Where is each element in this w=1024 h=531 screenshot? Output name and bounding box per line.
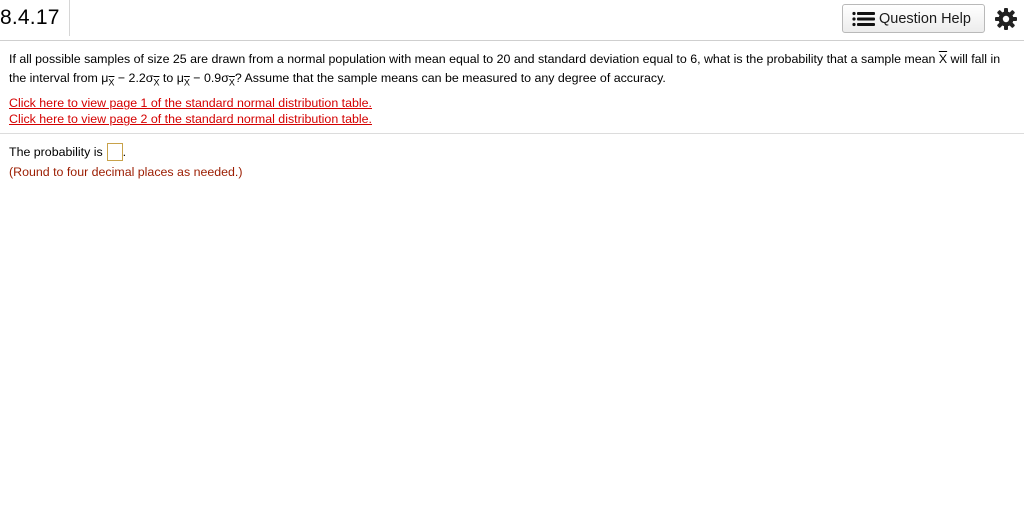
problem-number: 8.4.17	[0, 6, 60, 29]
table-page-2-link[interactable]: Click here to view page 2 of the standard normal distribution table.	[9, 112, 372, 127]
list-icon	[852, 11, 876, 27]
question-help-button[interactable]	[842, 4, 985, 33]
table-page-1-link[interactable]: Click here to view page 1 of the standard normal distribution table.	[9, 96, 372, 111]
answer-period: .	[122, 145, 127, 159]
header-rule	[0, 40, 1024, 41]
question-help-label: Question Help	[879, 10, 971, 27]
table-links	[9, 95, 1014, 127]
answer-line	[9, 142, 243, 162]
question-panel	[9, 50, 1014, 127]
header-divider	[69, 0, 70, 36]
xbar-symbol: $\overline{X}$	[938, 52, 948, 66]
answer-prompt: The probability is	[9, 145, 103, 159]
answer-area	[9, 142, 243, 182]
probability-answer-input[interactable]	[107, 143, 123, 161]
question-text: If all possible samples of size 25 are drawn from a normal population with mean equal to 20 and standard deviation equal to 6, what is the probability that a sample mean $\overline{X}$ will fall in the interval from $\mu_{\overline{X}} - 2.2\sigma_{\overline{X}}$ to $\mu_{\overline{X}} - 0.9\sigma_{\overline{X}}$? Assume that the sample means can be measured to any degree of accuracy.	[9, 52, 1001, 88]
gear-icon[interactable]	[994, 7, 1018, 31]
section-divider	[0, 133, 1024, 134]
rounding-hint: (Round to four decimal places as needed.)	[9, 165, 243, 179]
header-bar	[0, 0, 1024, 40]
